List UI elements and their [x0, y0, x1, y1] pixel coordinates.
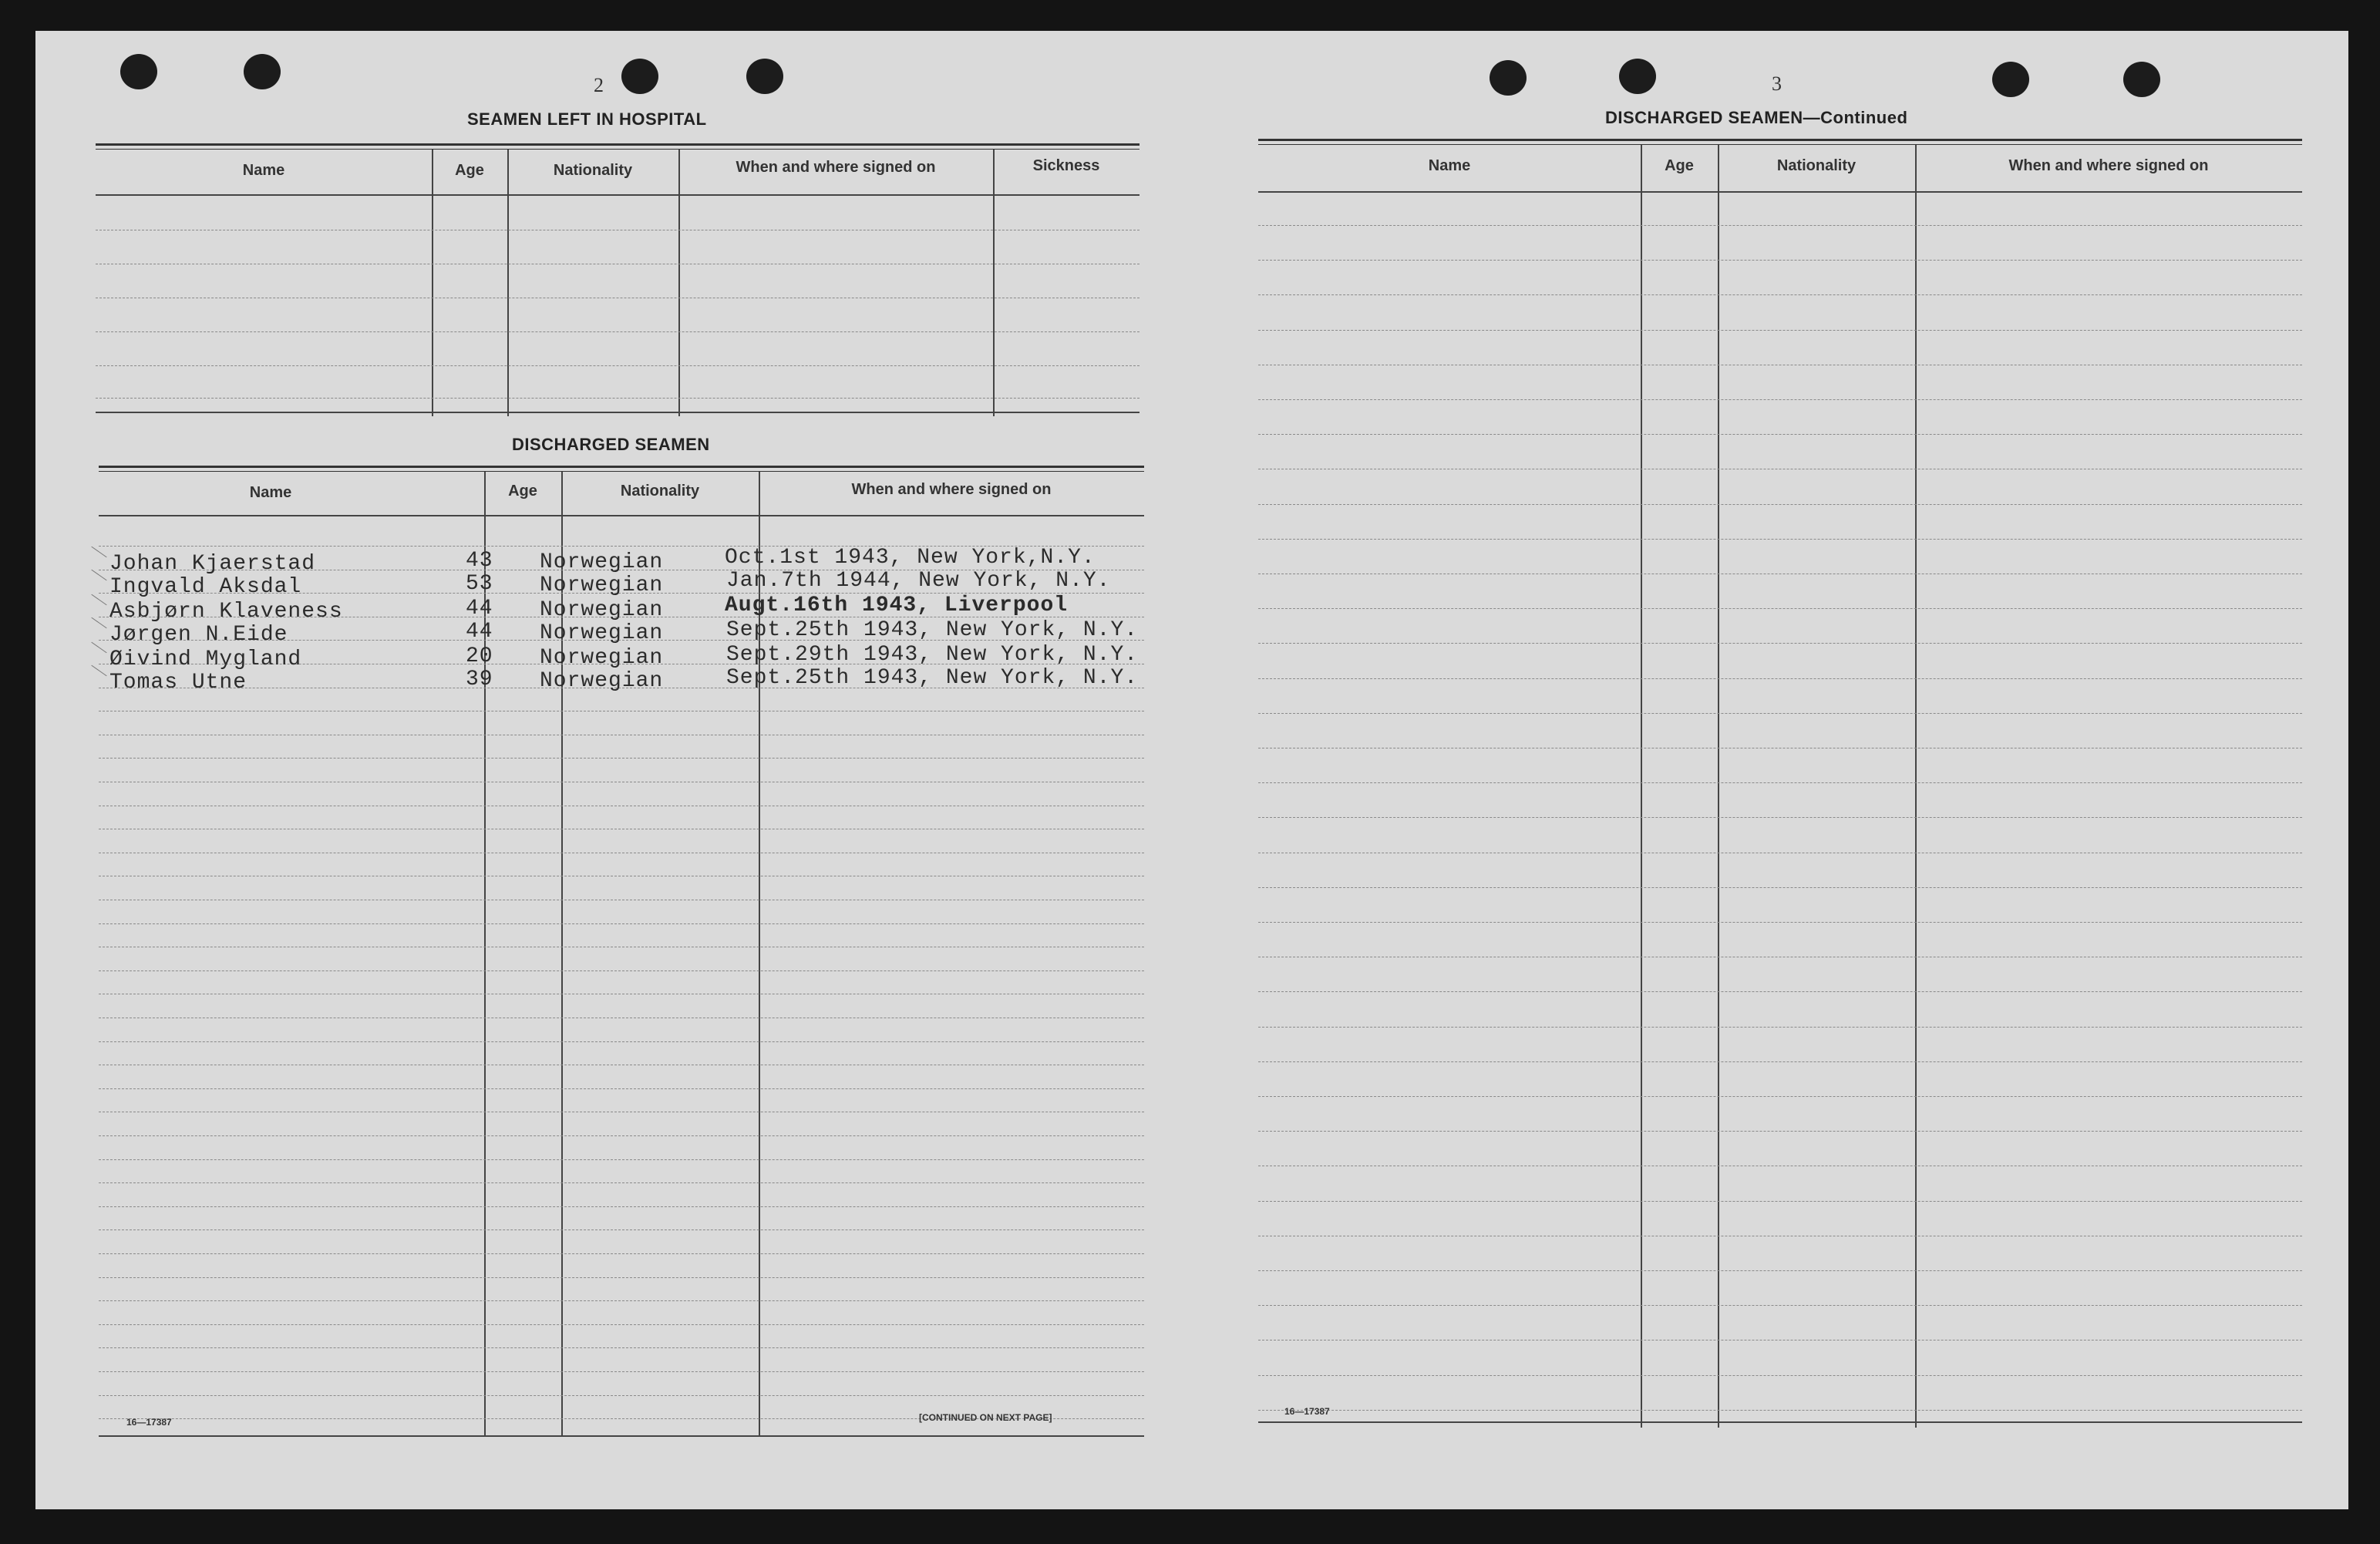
ruled-line: [1258, 504, 2302, 505]
col-header-nationality: Nationality: [553, 162, 633, 179]
ruled-line: [99, 1253, 1144, 1254]
col-header-name: Name: [1428, 157, 1471, 174]
ruled-line: [1258, 991, 2302, 992]
ruled-line: [99, 1395, 1144, 1396]
punch-hole: [621, 59, 658, 94]
ruled-line: [99, 758, 1144, 759]
seaman-age: 20: [466, 644, 493, 668]
seaman-name: Øivind Mygland: [109, 648, 302, 671]
ruled-line: [99, 1324, 1144, 1325]
document-sheet: [35, 31, 2348, 1509]
punch-hole: [120, 54, 157, 89]
hospital-table: [96, 143, 1140, 449]
ruled-line: [1258, 539, 2302, 540]
col-header-sickness: Sickness: [1032, 157, 1100, 174]
ruled-line: [1258, 1375, 2302, 1376]
seaman-name: Jørgen N.Eide: [109, 623, 288, 647]
ruled-line: [1258, 1201, 2302, 1202]
ruled-line: [1258, 608, 2302, 609]
seaman-nationality: Norwegian: [540, 598, 664, 622]
punch-hole: [1992, 62, 2029, 97]
ruled-line: [99, 1159, 1144, 1160]
seaman-signed-on: Jan.7th 1944, New York, N.Y.: [726, 569, 1111, 593]
seaman-age: 44: [466, 597, 493, 621]
col-header-signed-on: When and where signed on: [851, 481, 1052, 498]
left-form-number: 16—17387: [126, 1417, 172, 1428]
col-header-age: Age: [508, 483, 537, 500]
seaman-age: 39: [466, 668, 493, 691]
ruled-line: [99, 1300, 1144, 1301]
right-page-number: 3: [1772, 72, 1782, 95]
seaman-signed-on: Sept.25th 1943, New York, N.Y.: [726, 666, 1139, 690]
ruled-line: [1258, 678, 2302, 679]
seaman-name: Tomas Utne: [109, 671, 247, 695]
col-header-age: Age: [455, 162, 484, 179]
ruled-line: [99, 1371, 1144, 1372]
discharged-continued-table: [1258, 139, 2302, 1431]
ruled-line: [99, 1277, 1144, 1278]
ruled-line: [1258, 887, 2302, 888]
ruled-line: [1258, 399, 2302, 400]
seaman-nationality: Norwegian: [540, 646, 664, 670]
ruled-line: [1258, 1305, 2302, 1306]
seaman-signed-on: Sept.25th 1943, New York, N.Y.: [726, 618, 1139, 642]
punch-hole: [1490, 60, 1527, 96]
ruled-line: [1258, 782, 2302, 783]
col-header-signed-on: When and where signed on: [736, 159, 936, 176]
seaman-name: Ingvald Aksdal: [109, 575, 302, 599]
seaman-name: Johan Kjaerstad: [109, 552, 316, 576]
ruled-line: [99, 1041, 1144, 1042]
seaman-age: 43: [466, 549, 493, 573]
ruled-line: [1258, 260, 2302, 261]
ruled-line: [99, 1088, 1144, 1089]
hospital-section-title: SEAMEN LEFT IN HOSPITAL: [467, 109, 707, 129]
ruled-line: [99, 1182, 1144, 1183]
ruled-line: [1258, 434, 2302, 435]
punch-hole: [1619, 59, 1656, 94]
ruled-line: [1258, 294, 2302, 295]
right-form-number: 16—17387: [1284, 1406, 1330, 1417]
right-section-title: [1605, 108, 1907, 128]
ruled-line: [99, 1229, 1144, 1230]
ruled-line: [1258, 1410, 2302, 1411]
seaman-age: 53: [466, 572, 493, 596]
col-header-nationality: Nationality: [1776, 157, 1857, 174]
ruled-line: [1258, 1027, 2302, 1028]
col-header-name: Name: [242, 162, 285, 179]
right-title-main: DISCHARGED SEAMEN: [1605, 108, 1803, 127]
right-title-suffix: —Continued: [1803, 108, 1908, 127]
ruled-line: [1258, 330, 2302, 331]
seaman-signed-on: Oct.1st 1943, New York,N.Y.: [725, 546, 1096, 570]
ruled-line: [1258, 1270, 2302, 1271]
seaman-signed-on: Augt.16th 1943, Liverpool: [725, 594, 1069, 617]
col-header-age: Age: [1665, 157, 1694, 174]
ruled-line: [1258, 922, 2302, 923]
continued-note: [CONTINUED ON NEXT PAGE]: [919, 1412, 1052, 1423]
seaman-name: Asbjørn Klaveness: [109, 600, 343, 624]
seaman-nationality: Norwegian: [540, 669, 664, 693]
punch-hole: [244, 54, 281, 89]
left-page-number: 2: [594, 74, 604, 96]
seaman-nationality: Norwegian: [540, 621, 664, 645]
ruled-line: [1258, 713, 2302, 714]
ruled-line: [99, 923, 1144, 924]
ruled-line: [1258, 1061, 2302, 1062]
col-header-name: Name: [249, 484, 292, 501]
seaman-age: 44: [466, 620, 493, 644]
ruled-line: [99, 1347, 1144, 1348]
ruled-line: [1258, 225, 2302, 226]
ruled-line: [1258, 817, 2302, 818]
ruled-line: [1258, 1131, 2302, 1132]
seaman-signed-on: Sept.29th 1943, New York, N.Y.: [726, 643, 1139, 667]
col-header-nationality: Nationality: [620, 483, 700, 500]
seaman-nationality: Norwegian: [540, 574, 664, 597]
ruled-line: [1258, 1096, 2302, 1097]
ruled-line: [99, 970, 1144, 971]
col-header-signed-on: When and where signed on: [2008, 157, 2209, 174]
seaman-nationality: Norwegian: [540, 550, 664, 574]
ruled-line: [99, 1206, 1144, 1207]
ruled-line: [99, 1135, 1144, 1136]
punch-hole: [746, 59, 783, 94]
punch-hole: [2123, 62, 2160, 97]
ruled-line: [1258, 643, 2302, 644]
discharged-section-title: DISCHARGED SEAMEN: [512, 435, 710, 454]
